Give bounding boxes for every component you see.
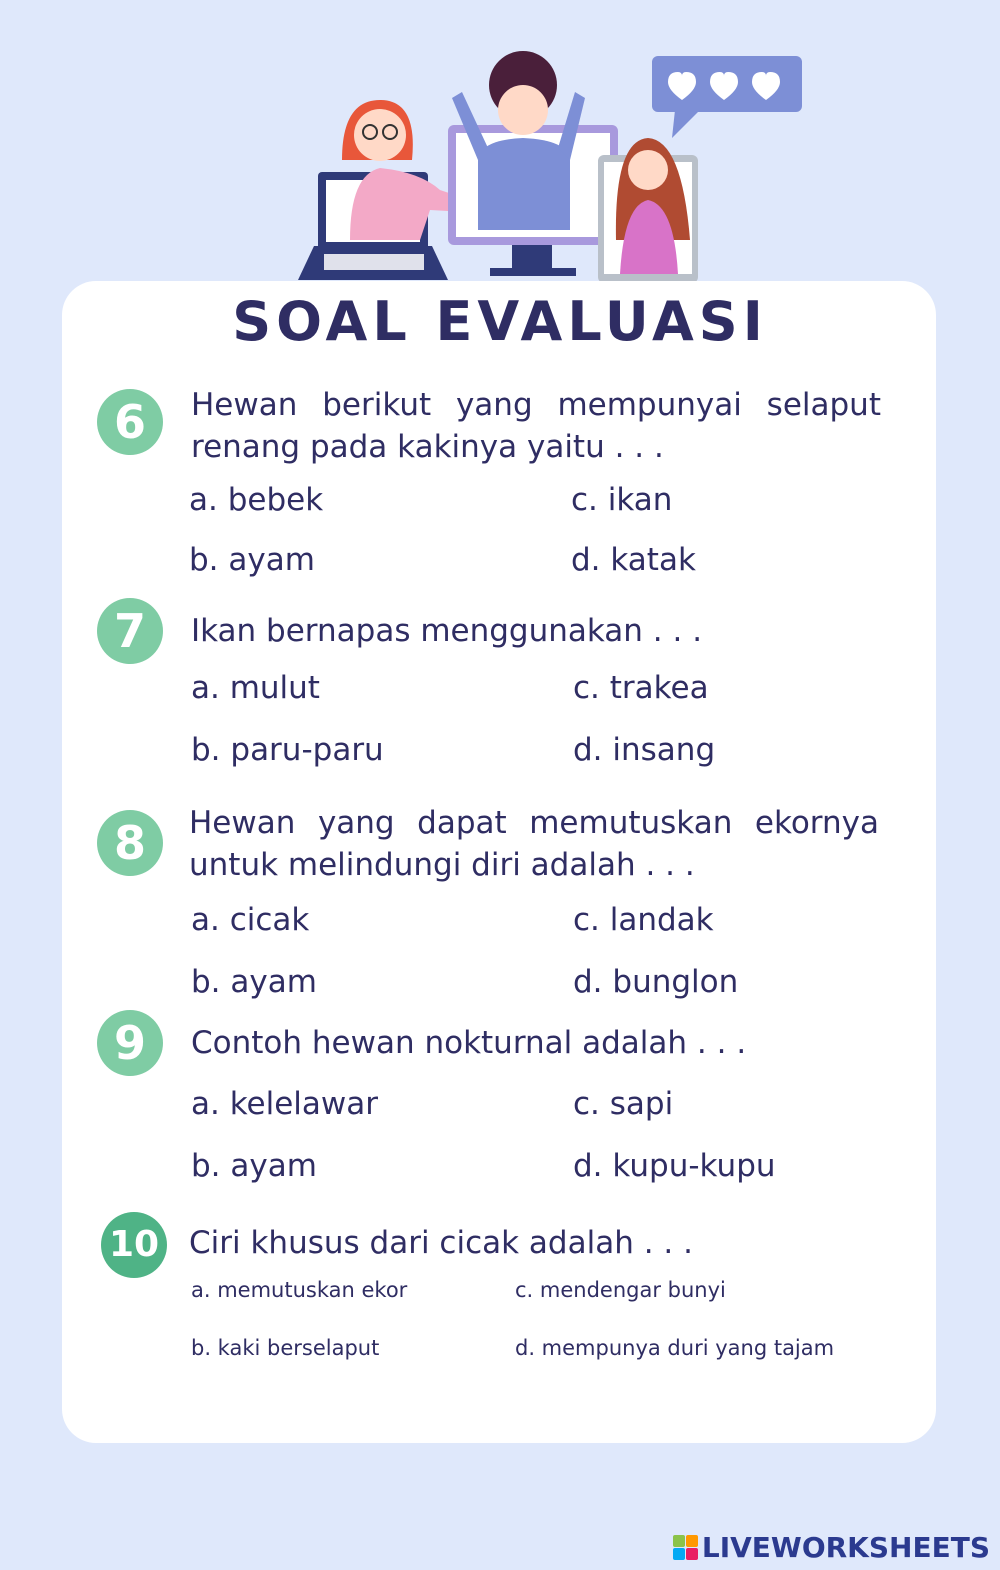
option-c[interactable]: c. mendengar bunyi <box>515 1278 726 1302</box>
page-title: SOAL EVALUASI <box>232 290 768 353</box>
question-number-badge: 9 <box>97 1010 163 1076</box>
option-d[interactable]: d. mempunya duri yang tajam <box>515 1336 835 1360</box>
hearts-speech-bubble-icon <box>652 56 802 138</box>
option-a[interactable]: a. cicak <box>191 902 310 938</box>
option-c[interactable]: c. ikan <box>571 482 673 518</box>
question-text: Hewan berikut yang mempunyai selaput renang pada kakinya yaitu . . . <box>191 387 881 465</box>
option-d[interactable]: d. kupu-kupu <box>573 1148 776 1184</box>
question-text: Contoh hewan nokturnal adalah . . . <box>191 1025 747 1061</box>
question-10 <box>95 1210 895 1370</box>
question-text: Ikan bernapas menggunakan . . . <box>191 613 703 649</box>
question-8 <box>95 802 895 1012</box>
option-d[interactable]: d. katak <box>571 542 696 578</box>
option-b[interactable]: b. paru-paru <box>191 732 384 768</box>
question-text: Hewan yang dapat memutuskan ekornya untuk melindungi diri adalah . . . <box>189 805 879 883</box>
option-d[interactable]: d. bunglon <box>573 964 739 1000</box>
liveworksheets-logo-icon <box>673 1535 698 1560</box>
option-b[interactable]: b. ayam <box>191 964 317 1000</box>
option-b[interactable]: b. ayam <box>191 1148 317 1184</box>
option-a[interactable]: a. mulut <box>191 670 320 706</box>
question-number-badge: 7 <box>97 598 163 664</box>
option-a[interactable]: a. memutuskan ekor <box>191 1278 408 1302</box>
question-number-badge: 6 <box>97 389 163 455</box>
question-9 <box>95 1010 895 1200</box>
liveworksheets-watermark <box>673 1531 990 1564</box>
option-d[interactable]: d. insang <box>573 732 716 768</box>
question-text: Ciri khusus dari cicak adalah . . . <box>189 1225 693 1261</box>
option-c[interactable]: c. sapi <box>573 1086 674 1122</box>
question-number-badge: 10 <box>101 1212 167 1278</box>
option-c[interactable]: c. landak <box>573 902 714 938</box>
option-a[interactable]: a. kelelawar <box>191 1086 379 1122</box>
option-b[interactable]: b. kaki berselaput <box>191 1336 380 1360</box>
option-a[interactable]: a. bebek <box>189 482 324 518</box>
phone-icon <box>598 138 698 283</box>
option-b[interactable]: b. ayam <box>189 542 315 578</box>
question-number-badge: 8 <box>97 810 163 876</box>
brand-name: LIVEWORKSHEETS <box>701 1531 990 1564</box>
header-illustration <box>280 40 820 290</box>
question-6 <box>95 384 895 594</box>
option-c[interactable]: c. trakea <box>573 670 709 706</box>
question-7 <box>95 598 895 778</box>
